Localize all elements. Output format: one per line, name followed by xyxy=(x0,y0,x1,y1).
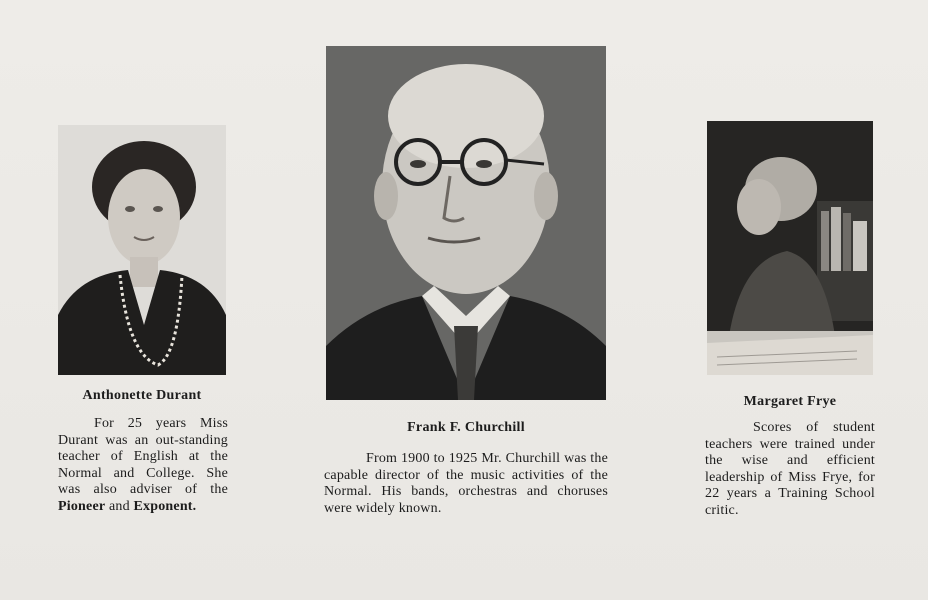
bio-right-text: Scores of student teachers were trained under the wise and efficient leadership of Miss Frye, for 22 years a Training School critic. xyxy=(705,420,875,518)
bio-anthonette-durant xyxy=(58,416,228,515)
name-anthonette-durant: Anthonette Durant xyxy=(82,388,202,403)
bio-left-and: and xyxy=(105,498,134,514)
portrait-margaret-frye xyxy=(707,121,873,375)
bio-margaret-frye xyxy=(705,420,875,519)
portrait-frank-churchill xyxy=(326,46,606,400)
bio-left-pioneer: Pioneer xyxy=(58,498,106,514)
name-frank-churchill: Frank F. Churchill xyxy=(407,420,525,435)
bio-frank-churchill xyxy=(324,451,608,517)
portrait-anthonette-durant xyxy=(58,125,226,375)
name-margaret-frye: Margaret Frye xyxy=(743,394,837,409)
bio-left-exponent: Exponent. xyxy=(133,498,197,514)
bio-center-text: From 1900 to 1925 Mr. Churchill was the capable director of the music activities of the Normal. His bands, orchestras and choruses were widely known. xyxy=(324,451,608,516)
bio-left-text: For 25 years Miss Durant was an out-standing teacher of English at the Normal and College. She was also adviser of the xyxy=(58,416,228,497)
